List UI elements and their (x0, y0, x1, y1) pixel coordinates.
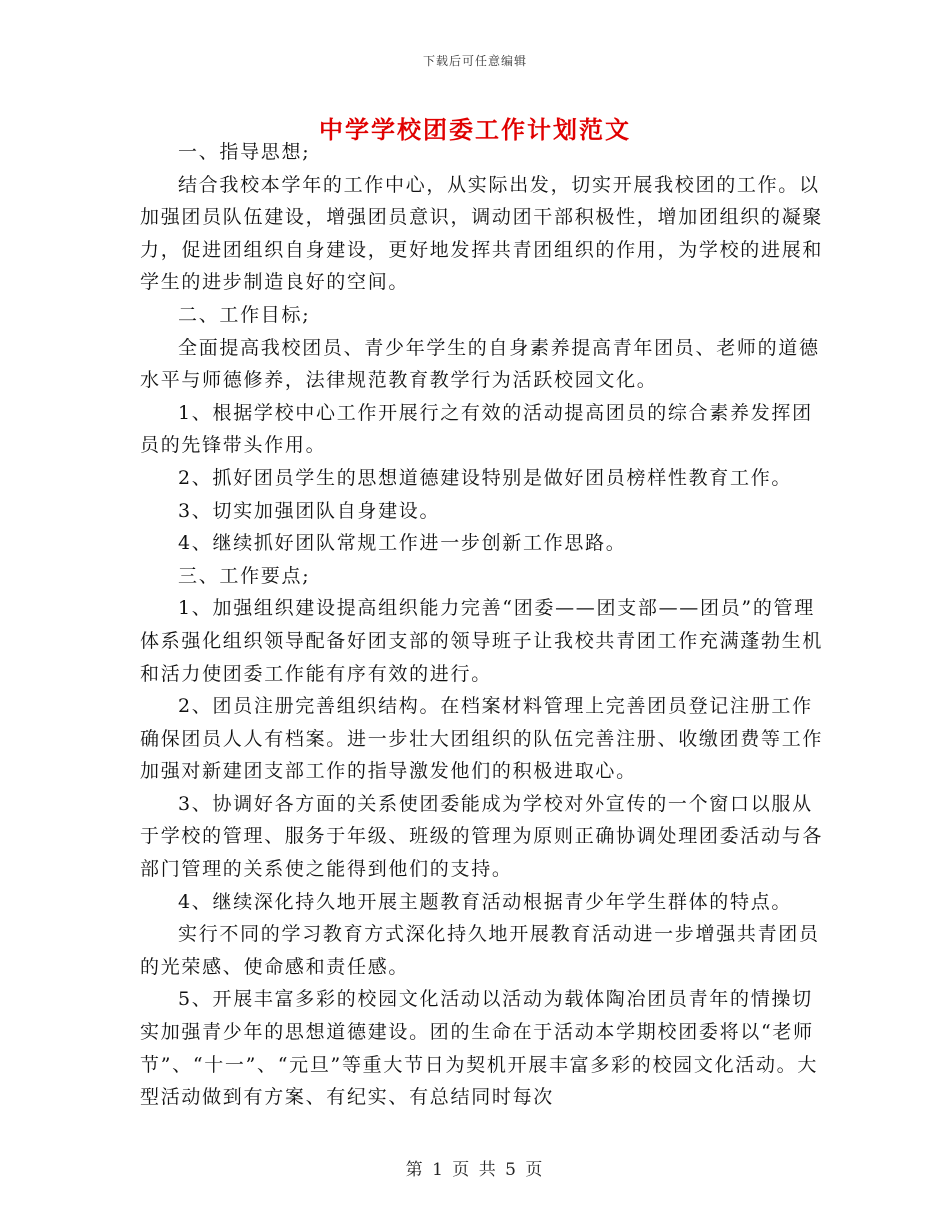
list-item: 3、协调好各方面的关系使团委能成为学校对外宣传的一个窗口以服从于学校的管理、服务于年级、班级的管理为原则正确协调处理团委活动与各部门管理的关系使之能得到他们的支持。 (140, 792, 824, 881)
list-item: 1、根据学校中心工作开展行之有效的活动提高团员的综合素养发挥团员的先锋带头作用。 (140, 401, 813, 457)
list-item: 5、开展丰富多彩的校园文化活动以活动为载体陶冶团员青年的情操切实加强青少年的思想道德建设。团的生命在于活动本学期校团委将以“老师节”、“十一”、“元旦”等重大节日为契机开展丰富多彩的校园文化活动。大型活动做到有方案、有纪实、有总结同时每次 (140, 988, 819, 1109)
list-item: 4、继续抓好团队常规工作进一步创新工作思路。 (178, 532, 627, 555)
list-item: 1、加强组织建设提高组织能力完善“团委——团支部——团员”的管理体系强化组织领导配备好团支部的领导班子让我校共青团工作充满蓬勃生机和活力使团委工作能有序有效的进行。 (140, 597, 824, 685)
list-item: 3、切实加强团队自身建设。 (178, 499, 441, 522)
document-body (140, 136, 830, 1114)
document-title: 中学学校团委工作计划范文 (319, 115, 631, 144)
paragraph: 实行不同的学习教育方式深化持久地开展教育活动进一步增强共青团员的光荣感、使命感和责任感。 (140, 923, 820, 978)
paragraph: 结合我校本学年的工作中心，从实际出发，切实开展我校团的工作。以加强团员队伍建设，增强团员意识，调动团干部积极性，增加团组织的凝聚力，促进团组织自身建设，更好地发挥共青团组织的作用，为学校的进展和学生的进步制造良好的空间。 (140, 173, 824, 294)
paragraph: 全面提高我校团员、青少年学生的自身素养提高青年团员、老师的道德水平与师德修养，法律规范教育教学行为活跃校园文化。 (140, 336, 820, 392)
list-item: 4、继续深化持久地开展主题教育活动根据青少年学生群体的特点。 (178, 890, 793, 913)
section-heading-guiding-thought: 一、指导思想; (178, 141, 311, 163)
list-item: 2、团员注册完善组织结构。在档案材料管理上完善团员登记注册工作确保团员人人有档案。进一步壮大团组织的队伍完善注册、收缴团费等工作加强对新建团支部工作的指导激发他们的积极进取心。 (140, 695, 824, 783)
section-heading-work-goals: 二、工作目标; (178, 303, 311, 326)
page-header: 下载后可任意编辑 (422, 54, 527, 68)
page-footer: 第 1 页 共 5 页 (405, 1160, 545, 1180)
list-item: 2、抓好团员学生的思想道德建设特别是做好团员榜样性教育工作。 (178, 466, 793, 489)
section-heading-work-points: 三、工作要点; (178, 564, 311, 587)
